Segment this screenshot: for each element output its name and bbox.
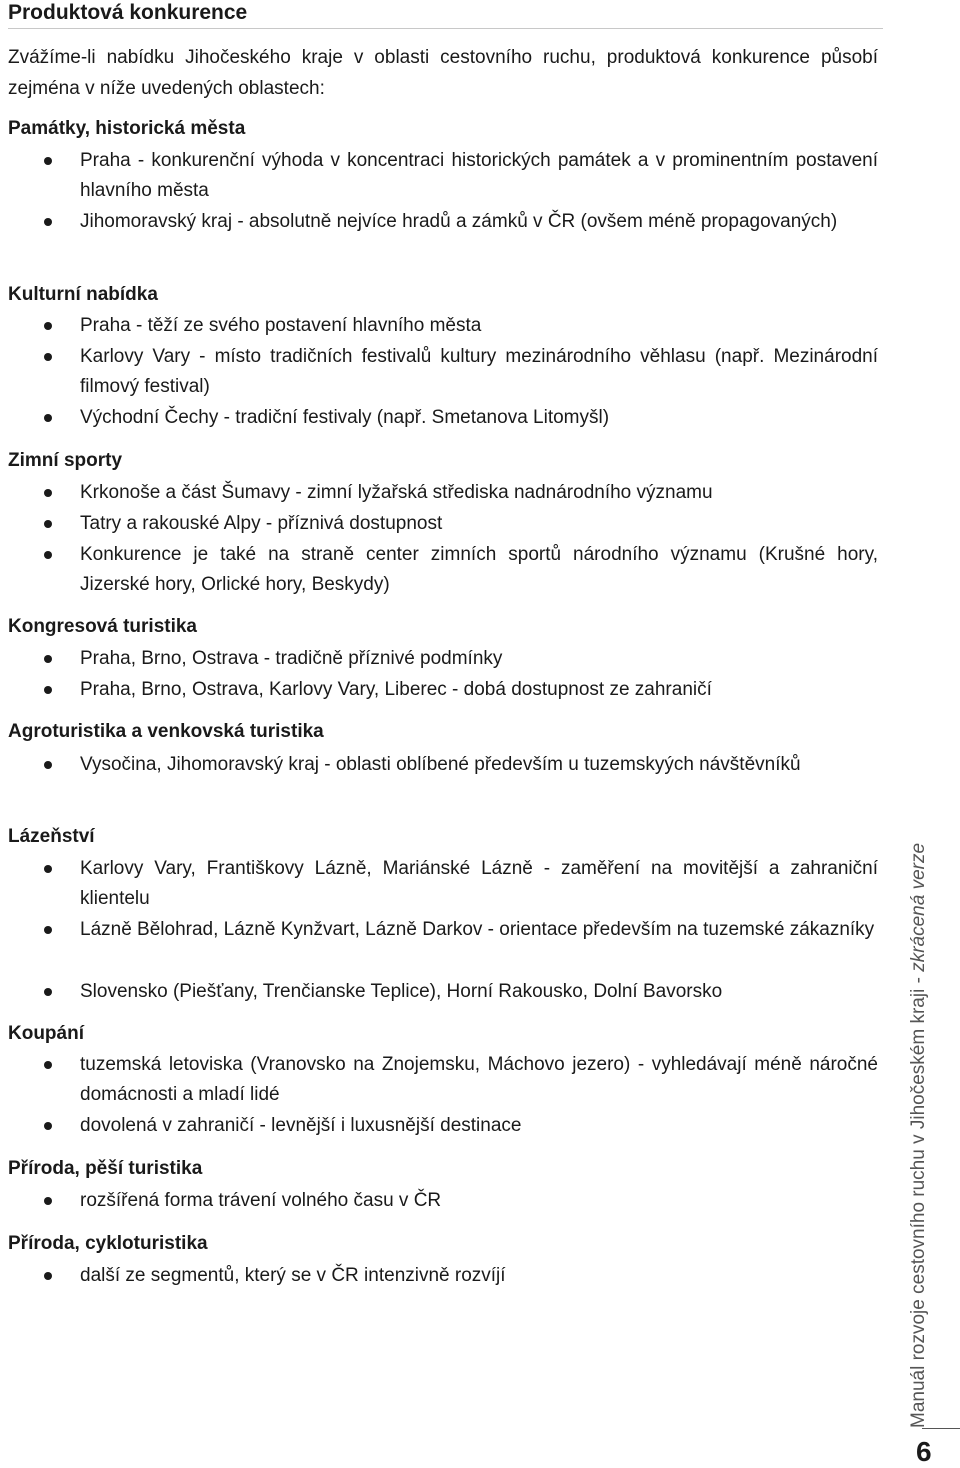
bullet-icon [44, 353, 52, 361]
bullet-icon [44, 988, 52, 996]
list-item [80, 509, 878, 539]
list-item-text: Praha - konkurenční výhoda v koncentraci historických památek a v prominentním postavení hlavního města [80, 150, 878, 201]
list-item-text: Krkonoše a část Šumavy - zimní lyžařská střediska nadnárodního významu [80, 482, 713, 503]
list-item [80, 403, 878, 433]
bullet-icon [44, 761, 52, 769]
section-heading: Koupání [8, 1023, 84, 1044]
section-heading: Příroda, cykloturistika [8, 1233, 208, 1254]
bullet-icon [44, 489, 52, 497]
bullet-icon [44, 1122, 52, 1130]
list-item-text: Praha - těží ze svého postavení hlavního města [80, 315, 482, 336]
bullet-icon [44, 655, 52, 663]
bullet-icon [44, 1272, 52, 1280]
list-item-text: Slovensko (Piešťany, Trenčianske Teplice), Horní Rakousko, Dolní Bavorsko [80, 981, 723, 1002]
sidebar-running-title [906, 843, 932, 1428]
bullet-icon [44, 1197, 52, 1205]
list-item [80, 750, 878, 780]
list-item [80, 644, 878, 674]
sidebar-title: Manuál rozvoje cestovního ruchu v Jihočeském kraji - [908, 971, 929, 1428]
list-item [80, 1261, 878, 1291]
sidebar-subtitle: zkrácená verze [908, 842, 929, 972]
intro-paragraph: Zvážíme-li nabídku Jihočeského kraje v oblasti cestovního ruchu, produktová konkurence působí zejména v níže uvedených oblastech: [8, 47, 878, 99]
list-item-text: Tatry a rakouské Alpy - příznivá dostupnost [80, 513, 443, 534]
section-heading: Kongresová turistika [8, 616, 197, 637]
list-item [80, 1050, 878, 1110]
bullet-icon [44, 1061, 52, 1069]
list-item-text: Východní Čechy - tradiční festivaly (např. Smetanova Litomyšl) [80, 407, 610, 428]
list-item [80, 540, 878, 600]
list-item-text: Praha, Brno, Ostrava - tradičně příznivé podmínky [80, 648, 503, 669]
list-item [80, 1111, 878, 1141]
list-item-text: Karlovy Vary - místo tradičních festivalů kultury mezinárodního věhlasu (např. Mezinárodní filmový festival) [80, 346, 878, 397]
list-item [80, 342, 878, 402]
list-item [80, 675, 878, 705]
list-item-text: Karlovy Vary, Františkovy Lázně, Mariánské Lázně - zaměření na movitější a zahraniční klientelu [80, 858, 878, 909]
section-heading: Kulturní nabídka [8, 284, 158, 305]
list-item [80, 311, 878, 341]
page-title: Produktová konkurence [8, 0, 883, 29]
bullet-icon [44, 520, 52, 528]
bullet-icon [44, 686, 52, 694]
list-item-text: tuzemská letoviska (Vranovsko na Znojemsku, Máchovo jezero) - vyhledávají méně náročné domácnosti a mladí lidé [80, 1054, 878, 1105]
list-item-text: rozšířená forma trávení volného času v ČR [80, 1190, 442, 1211]
section-heading: Agroturistika a venkovská turistika [8, 721, 324, 742]
list-item [80, 1186, 878, 1216]
list-item-text: Jihomoravský kraj - absolutně nejvíce hradů a zámků v ČR (ovšem méně propagovaných) [80, 211, 838, 232]
list-item-text: další ze segmentů, který se v ČR intenzivně rozvíjí [80, 1265, 506, 1286]
bullet-icon [44, 551, 52, 559]
list-item-text: Praha, Brno, Ostrava, Karlovy Vary, Liberec - dobá dostupnost ze zahraničí [80, 679, 712, 700]
section-heading: Příroda, pěší turistika [8, 1158, 203, 1179]
list-item [80, 478, 878, 508]
bullet-icon [44, 414, 52, 422]
list-item [80, 854, 878, 914]
page-number: 6 [916, 1436, 932, 1467]
list-item [80, 207, 878, 237]
bullet-icon [44, 157, 52, 165]
section-heading: Zimní sporty [8, 450, 123, 471]
list-item [80, 977, 878, 1007]
list-item-text: dovolená v zahraničí - levnější i luxusnější destinace [80, 1115, 522, 1136]
bullet-icon [44, 322, 52, 330]
section-heading: Památky, historická města [8, 118, 246, 139]
list-item-text: Lázně Bělohrad, Lázně Kynžvart, Lázně Darkov - orientace především na tuzemské zákazníky [80, 919, 875, 940]
list-item-text: Vysočina, Jihomoravský kraj - oblasti oblíbené především u tuzemskyých návštěvníků [80, 754, 801, 775]
bullet-icon [44, 865, 52, 873]
list-item [80, 915, 878, 945]
list-item [80, 146, 878, 206]
sidebar-divider [922, 1428, 960, 1429]
bullet-icon [44, 926, 52, 934]
bullet-icon [44, 218, 52, 226]
list-item-text: Konkurence je také na straně center zimních sportů národního významu (Krušné hory, Jizerské hory, Orlické hory, Beskydy) [80, 544, 878, 595]
section-heading: Lázeňství [8, 826, 95, 847]
